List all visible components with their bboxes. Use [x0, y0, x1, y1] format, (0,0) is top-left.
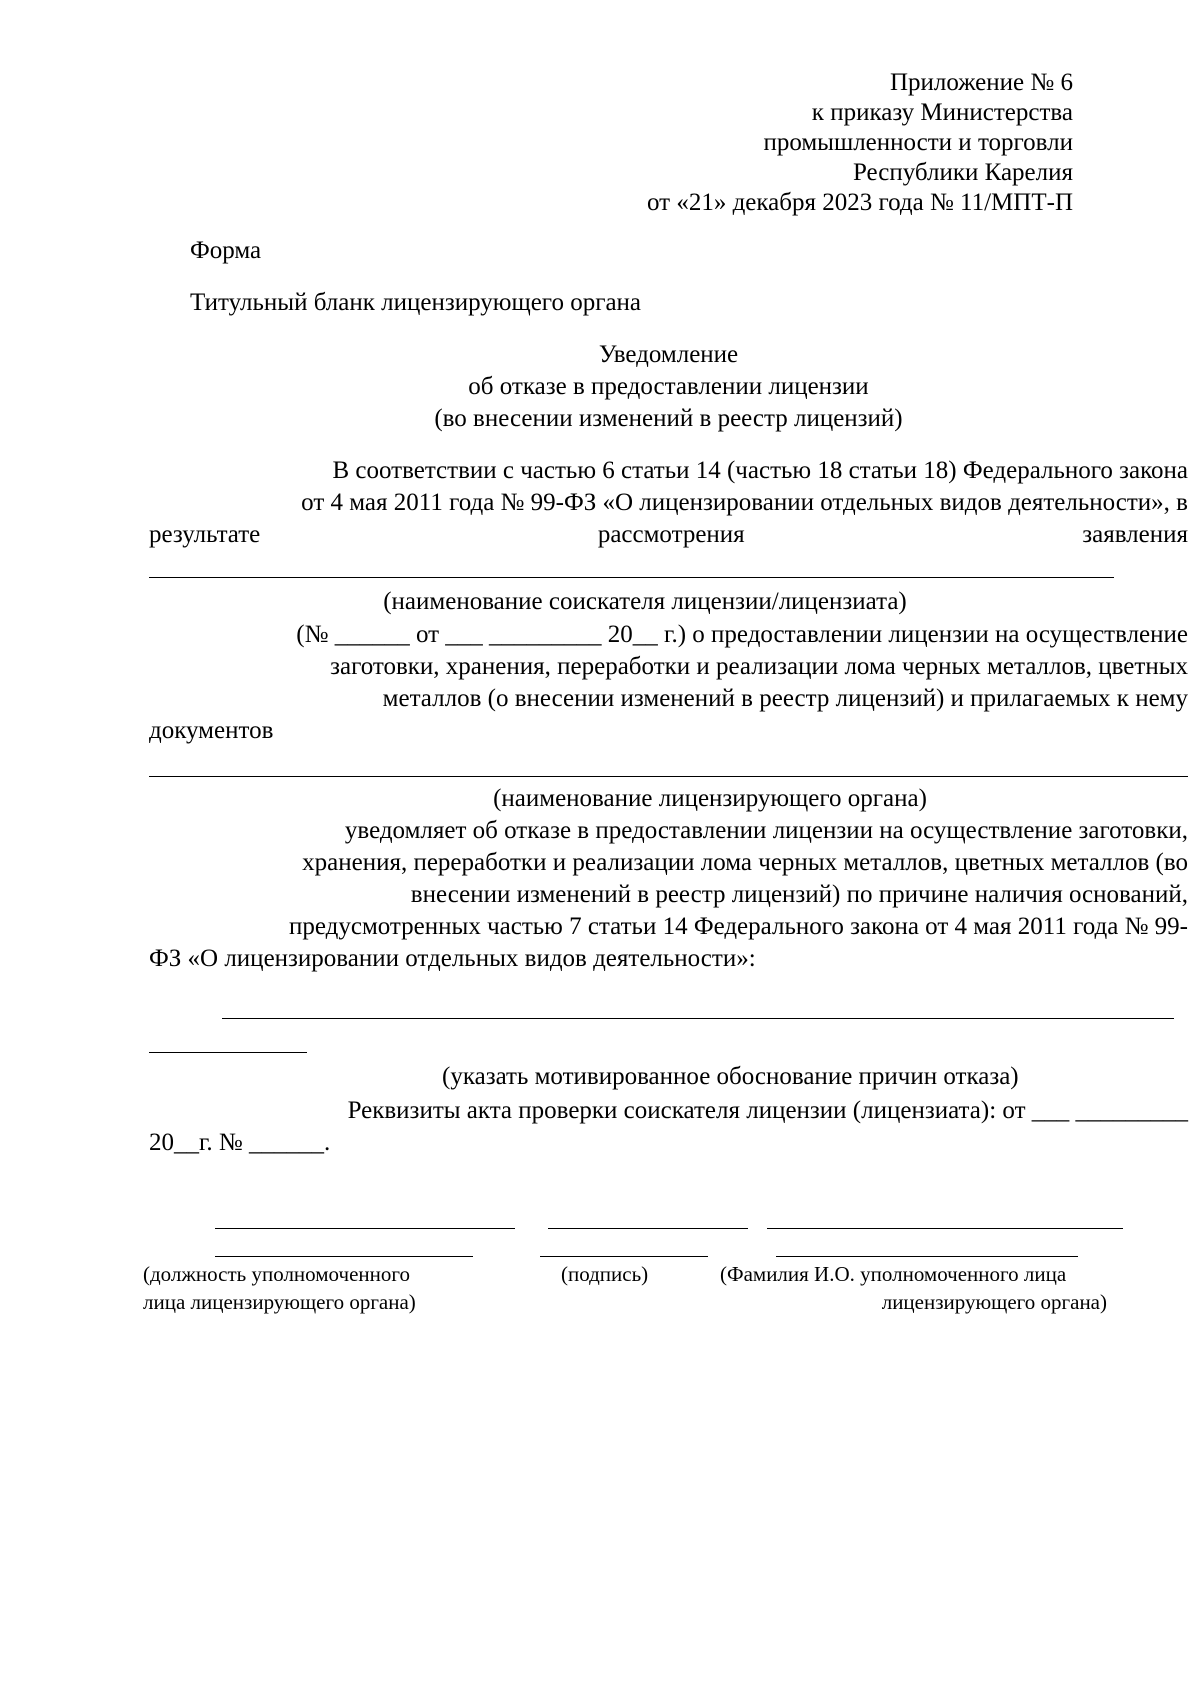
reason-line[interactable] — [222, 1018, 1174, 1019]
position-line[interactable] — [215, 1228, 515, 1229]
appendix-order-ref: к приказу Министерства — [811, 99, 1073, 126]
paragraph-refusal-line5: ФЗ «О лицензировании отдельных видов деятельности»: — [149, 945, 756, 972]
paragraph-application-line1: (№ ______ от ___ _________ 20__ г.) о предоставлении лицензии на осуществление — [296, 621, 1188, 648]
act-requisites-line1: Реквизиты акта проверки соискателя лицензии (лицензиата): от ___ _________ — [347, 1097, 1188, 1124]
form-label: Форма — [190, 237, 262, 264]
appendix-date: от «21» декабря 2023 года № 11/МПТ-П — [646, 189, 1073, 216]
authority-name-line[interactable] — [149, 776, 1188, 777]
fullname-line[interactable] — [767, 1228, 1123, 1229]
paragraph-basis-line3 — [149, 522, 1188, 547]
signature-underline — [540, 1256, 708, 1257]
paragraph-refusal-line1: уведомляет об отказе в предоставлении лицензии на осуществление заготовки, — [344, 817, 1188, 844]
notice-title-line3: (во внесении изменений в реестр лицензий) — [434, 405, 903, 432]
act-requisites-line2: 20__г. № ______. — [149, 1129, 331, 1156]
appendix-region: Республики Карелия — [852, 159, 1073, 186]
notice-title-line1: Уведомление — [598, 341, 739, 368]
fullname-caption-line2: лицензирующего органа) — [881, 1290, 1107, 1314]
paragraph-refusal-line3: внесении изменений в реестр лицензий) по причине наличия оснований, — [410, 881, 1188, 908]
paragraph-application-line3: металлов (о внесении изменений в реестр лицензий) и прилагаемых к нему — [382, 685, 1188, 712]
word-consideration: рассмотрения — [597, 521, 745, 548]
applicant-caption: (наименование соискателя лицензии/лицензиата) — [383, 588, 907, 615]
applicant-name-line[interactable] — [149, 577, 1114, 578]
title-blank-label: Титульный бланк лицензирующего органа — [190, 289, 642, 316]
signature-caption: (подпись) — [561, 1262, 649, 1286]
paragraph-refusal-line2: хранения, переработки и реализации лома черных металлов, цветных металлов (во — [302, 849, 1188, 876]
word-result: результате — [149, 521, 261, 548]
appendix-ministry: промышленности и торговли — [763, 129, 1073, 156]
reason-caption: (указать мотивированное обоснование причин отказа) — [442, 1063, 1019, 1090]
paragraph-application-line2: заготовки, хранения, переработки и реализации лома черных металлов, цветных — [330, 653, 1188, 680]
signature-line[interactable] — [548, 1228, 748, 1229]
notice-title-line2: об отказе в предоставлении лицензии — [468, 373, 869, 400]
paragraph-basis-line2: от 4 мая 2011 года № 99-ФЗ «О лицензировании отдельных видов деятельности», в — [301, 489, 1188, 516]
paragraph-application-line4: документов — [149, 717, 274, 744]
position-underline — [215, 1256, 473, 1257]
paragraph-refusal-line4: предусмотренных частью 7 статьи 14 Федерального закона от 4 мая 2011 года № 99- — [288, 913, 1188, 940]
word-application: заявления — [1082, 521, 1188, 548]
position-caption-line1: (должность уполномоченного — [143, 1262, 410, 1286]
paragraph-basis-line1: В соответствии с частью 6 статьи 14 (частью 18 статьи 18) Федерального закона — [332, 457, 1188, 484]
reason-line-continuation[interactable] — [149, 1052, 307, 1053]
position-caption-line2: лица лицензирующего органа) — [143, 1290, 416, 1314]
appendix-number: Приложение № 6 — [889, 69, 1073, 96]
authority-caption: (наименование лицензирующего органа) — [493, 785, 927, 812]
fullname-caption-line1: (Фамилия И.О. уполномоченного лица — [720, 1262, 1067, 1286]
fullname-underline — [776, 1256, 1078, 1257]
